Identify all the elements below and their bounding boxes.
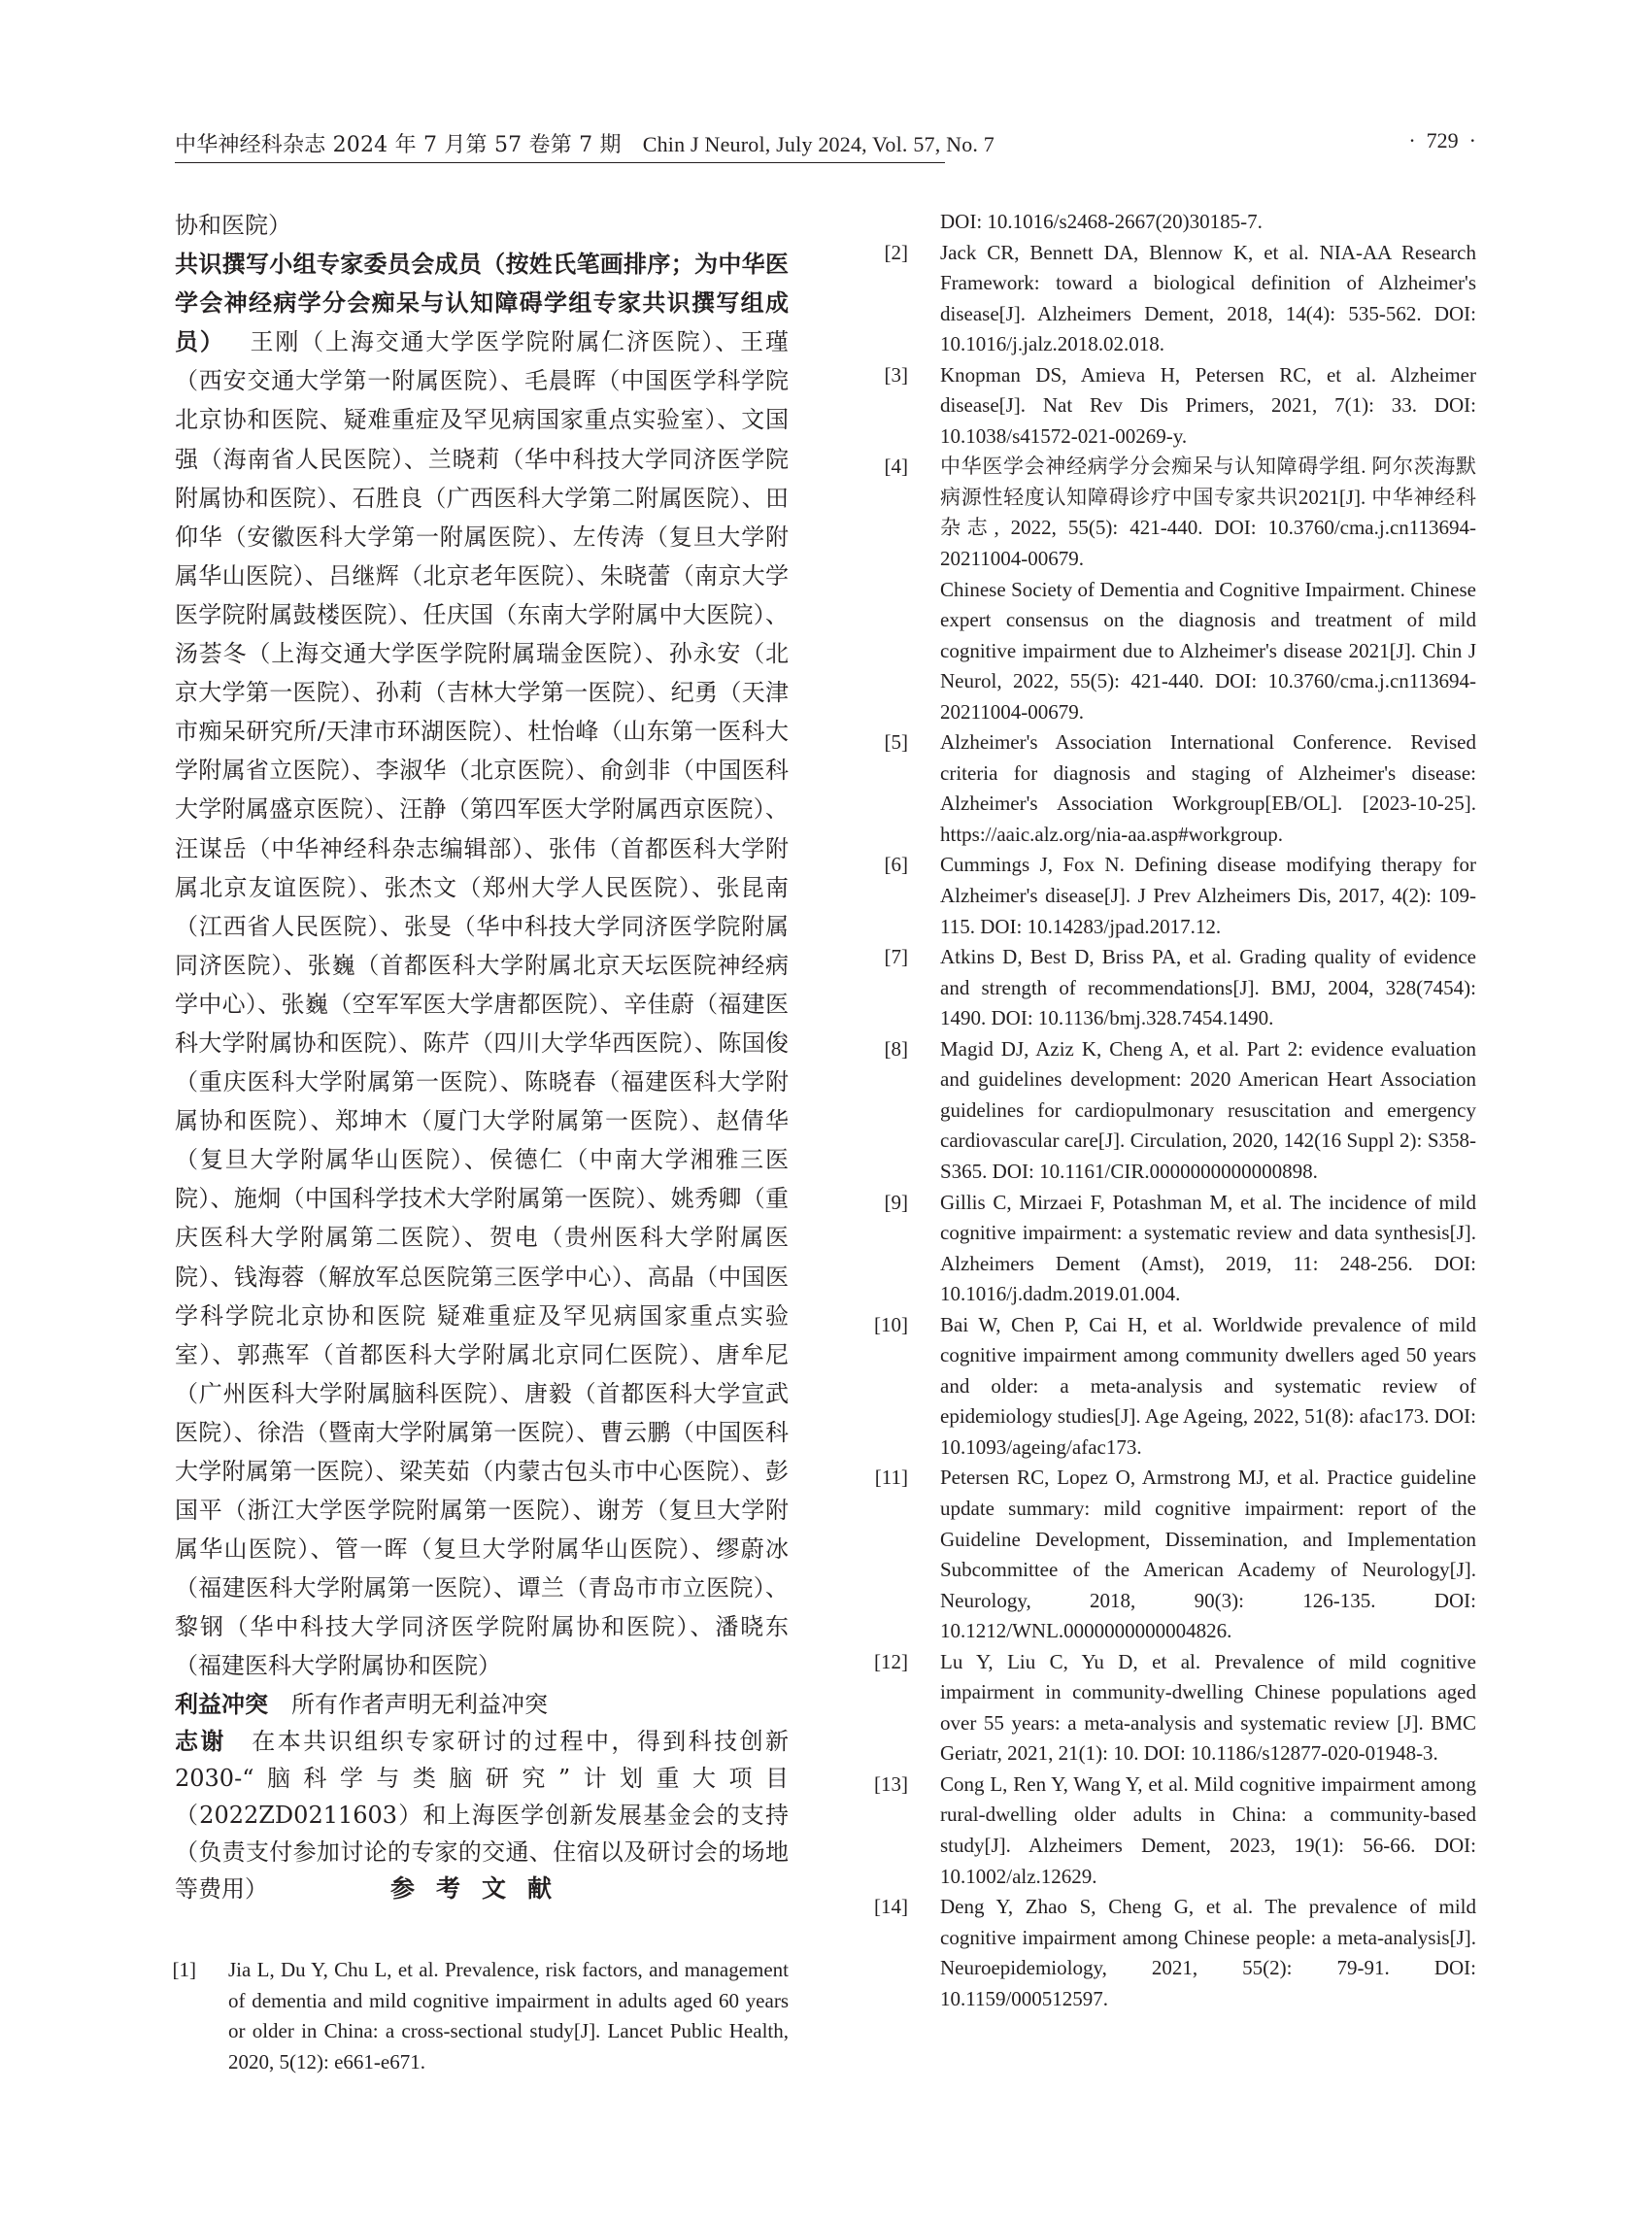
reference-text [940,1310,1476,1464]
reference-text [940,1188,1476,1310]
reference-list-right [844,207,1476,2014]
reference-item [844,1647,1476,1770]
reference-text [940,1463,1476,1646]
reference-text-primary: Cummings J, Fox N. Defining disease modifying therapy for Alzheimer's disease[J]. J Prev Alzheimers Dis, 2017, 4(2): 109-115. DOI: 10.14283/jpad.2017.12. [940,853,1476,938]
page-number: · 729 · [1408,128,1476,152]
reference-text [940,1034,1476,1188]
journal-title-en: Chin J Neurol, July 2024, Vol. 57, No. 7 [642,132,995,156]
reference-number: [10] [874,1312,908,1336]
reference-number: [3] [884,362,908,387]
reference-number: [12] [874,1649,908,1673]
reference-text [940,1770,1476,1892]
reference-text [940,727,1476,850]
reference-text [940,238,1476,360]
reference-text-primary: 中华医学会神经病学分会痴呆与认知障碍学组. 阿尔茨海默病源性轻度认知障碍诊疗中国专家共识2021[J]. 中华神经科杂志, 2022, 55(5): 421-440. DOI: 10.3760/cma.j.cn113694-20211004-00679. [940,455,1476,571]
reference-item [844,238,1476,360]
reference-item [844,727,1476,850]
reference-item [844,360,1476,453]
reference-continuation: DOI: 10.1016/s2468-2667(20)30185-7. [940,210,1263,233]
reference-number: [7] [884,945,908,969]
reference-item [844,1463,1476,1646]
reference-number: [1] [172,1958,196,1981]
reference-text-primary: Magid DJ, Aziz K, Cheng A, et al. Part 2: evidence evaluation and guidelines development: 2020 American Heart Association guidelines for cardiopulmonary resuscitation and emergency cardiovascular care[J]. Circulation, 2020, 142(16 Suppl 2): S358-S365. DOI: 10.1161/CIR.0000000000000898. [940,1036,1476,1183]
coi-label: 利益冲突 [175,1689,268,1718]
continuation-text: 协和医院） [175,212,291,239]
reference-text-primary: Gillis C, Mirzaei F, Potashman M, et al. The incidence of mild cognitive impairment: a systematic review and data synthesis[J]. Alzheimers Dement (Amst), 2019, 11: 248-256. DOI: 10.1016/j.dadm.2019.01.004. [940,1190,1476,1306]
reference-number: [8] [884,1036,908,1061]
reference-text-primary: Alzheimer's Association International Conference. Revised criteria for diagnosis and staging of Alzheimer's disease: Alzheimer's Association Workgroup[EB/OL]. [2023-10-25]. https://aaic.alz.org/nia-aa.asp#workgroup. [940,730,1476,846]
reference-text-primary: Atkins D, Best D, Briss PA, et al. Grading quality of evidence and strength of recommendations[J]. BMJ, 2004, 328(7454): 1490. DOI: 10.1136/bmj.328.7454.1490. [940,945,1476,1030]
coi-text: 所有作者声明无利益冲突 [291,1690,548,1718]
reference-number: [2] [884,240,908,264]
journal-citation [175,128,995,163]
reference-text-primary: Petersen RC, Lopez O, Armstrong MJ, et al. Practice guideline update summary: mild cognitive impairment: report of the Guideline Development, Dissemination, and Implementation Subcommittee of the American Academy of Neurology[J]. Neurology, 2018, 90(3): 126-135. DOI: 10.1212/WNL.0000000000004826. [940,1466,1476,1643]
journal-title-cn: 中华神经科杂志 2024 年 7 月第 57 卷第 7 期 [175,133,622,157]
reference-text [940,850,1476,942]
reference-number: [6] [884,853,908,877]
reference-text-primary: Lu Y, Liu C, Yu D, et al. Prevalence of mild cognitive impairment in community-dwelling Chinese populations aged over 55 years: a meta-analysis and systematic review [J]. BMC Geriatr, 2021, 21(1): 10. DOI: 10.1186/s12877-020-01948-3. [940,1649,1476,1766]
reference-number: [5] [884,730,908,755]
committee-paragraph [175,245,789,1685]
committee-label: 共识撰写小组专家委员会成员（按姓氏笔画排序；为中华医学会神经病学分会痴呆与认知障碍学组专家共识撰写组成员） [175,250,789,356]
reference-number: [11] [874,1466,908,1490]
reference-item [844,850,1476,942]
reference-text-primary: Deng Y, Zhao S, Cheng G, et al. The prevalence of mild cognitive impairment among Chinese people: a meta-analysis[J]. Neuroepidemiology, 2021, 55(2): 79-91. DOI: 10.1159/000512597. [940,1895,1476,2010]
reference-number: [14] [874,1895,908,1919]
reference-item [844,942,1476,1034]
reference-item [844,1034,1476,1188]
reference-item [132,1955,789,2077]
reference-number: [9] [884,1190,908,1214]
reference-item [844,1892,1476,2014]
ack-label: 志谢 [175,1726,226,1755]
reference-text [940,1892,1476,2014]
reference-text [940,942,1476,1034]
running-header [175,124,1476,167]
reference-text-english: Chinese Society of Dementia and Cognitive Impairment. Chinese expert consensus on the diagnosis and treatment of mild cognitive impairment due to Alzheimer's disease 2021[J]. Chin J Neurol, 2022, 55(5): 421-440. DOI: 10.3760/cma.j.cn113694-20211004-00679. [940,577,1476,724]
reference-text-primary: Jack CR, Bennett DA, Blennow K, et al. NIA-AA Research Framework: toward a biological definition of Alzheimer's disease[J]. Alzheimers Dement, 2018, 14(4): 535-562. DOI: 10.1016/j.jalz.2018.02.018. [940,240,1476,356]
reference-item [844,1310,1476,1464]
conflict-of-interest [175,1686,789,1723]
reference-text [940,360,1476,453]
reference-text-primary: Knopman DS, Amieva H, Petersen RC, et al. Alzheimer disease[J]. Nat Rev Dis Primers, 2021, 7(1): 33. DOI: 10.1038/s41572-021-00269-y. [940,362,1476,448]
reference-text: Jia L, Du Y, Chu L, et al. Prevalence, risk factors, and management of dementia and mild cognitive impairment in adults aged 60 years or older in China: a cross-sectional study[J]. Lancet Public Health, 2020, 5(12): e661-e671. [228,1958,789,2073]
reference-item [844,452,1476,727]
references-heading: 参考文献 [389,1874,573,1903]
reference-item [844,1188,1476,1310]
reference-item [844,1770,1476,1892]
left-column [175,206,789,1907]
committee-members: 王刚（上海交通大学医学院附属仁济医院）、王瑾（西安交通大学第一附属医院）、毛晨晖（中国医学科学院北京协和医院、疑难重症及罕见病国家重点实验室）、文国强（海南省人民医院）、兰晓莉（华中科技大学同济医学院附属协和医院）、石胜良（广西医科大学第二附属医院）、田仰华（安徽医科大学第一附属医院）、左传涛（复旦大学附属华山医院）、吕继辉（北京老年医院）、朱晓蕾（南京大学医学院附属鼓楼医院）、任庆国（东南大学附属中大医院）、汤荟冬（上海交通大学医学院附属瑞金医院）、孙永安（北京大学第一医院）、孙莉（吉林大学第一医院）、纪勇（天津市痴呆研究所/天津市环湖医院）、杜怡峰（山东第一医科大学附属省立医院）、李淑华（北京医院）、俞剑非（中国医科大学附属盛京医院）、汪静（第四军医大学附属西京医院）、汪谋岳（中华神经科杂志编辑部）、张伟（首都医科大学附属北京友谊医院）、张杰文（郑州大学人民医院）、张昆南（江西省人民医院）、张旻（华中科技大学同济医学院附属同济医院）、张巍（首都医科大学附属北京天坛医院神经病学中心）、张巍（空军军医大学唐都医院）、辛佳蔚（福建医科大学附属协和医院）、陈芹（四川大学华西医院）、陈国俊（重庆医科大学附属第一医院）、陈晓春（福建医科大学附属协和医院）、郑坤木（厦门大学附属第一医院）、赵倩华（复旦大学附属华山医院）、侯德仁（中南大学湘雅三医院）、施炯（中国科学技术大学附属第一医院）、姚秀卿（重庆医科大学附属第二医院）、贺电（贵州医科大学附属医院）、钱海蓉（解放军总医院第三医学中心）、高晶（中国医学科学院北京协和医院 疑难重症及罕见病国家重点实验室）、郭燕军（首都医科大学附属北京同仁医院）、唐牟尼（广州医科大学附属脑科医院）、唐毅（首都医科大学宣武医院）、徐浩（暨南大学附属第一医院）、曹云鹏（中国医科大学附属第一医院）、梁芙茹（内蒙古包头市中心医院）、彭国平（浙江大学医学院附属第一医院）、谢芳（复旦大学附属华山医院）、管一晖（复旦大学附属华山医院）、缪蔚冰（福建医科大学附属第一医院）、谭兰（青岛市市立医院）、黎钢（华中科技大学同济医学院附属协和医院）、潘晓东（福建医科大学附属协和医院） [175,328,790,1680]
reference-text-primary: Cong L, Ren Y, Wang Y, et al. Mild cognitive impairment among rural-dwelling older adults in China: a community-based study[J]. Alzheimers Dement, 2023, 19(1): 56-66. DOI: 10.1002/alz.12629. [940,1771,1476,1888]
reference-text [940,452,1476,727]
reference-number: [13] [874,1771,908,1796]
reference-list-left [132,1955,789,2077]
reference-text [940,1647,1476,1770]
ack-text: 在本共识组织专家研讨的过程中，得到科技创新2030-“脑科学与类脑研究”计划重大项目（2022ZD0211603）和上海医学创新发展基金会的支持（负责支付参加讨论的专家的交通、住宿以及研讨会的场地等费用） [175,1727,790,1903]
reference-number: [4] [884,455,908,479]
reference-text-primary: Bai W, Chen P, Cai H, et al. Worldwide prevalence of mild cognitive impairment among community dwellers aged 50 years and older: a meta-analysis and systematic review of epidemiology studies[J]. Age Ageing, 2022, 51(8): afac173. DOI: 10.1093/ageing/afac173. [940,1312,1476,1459]
